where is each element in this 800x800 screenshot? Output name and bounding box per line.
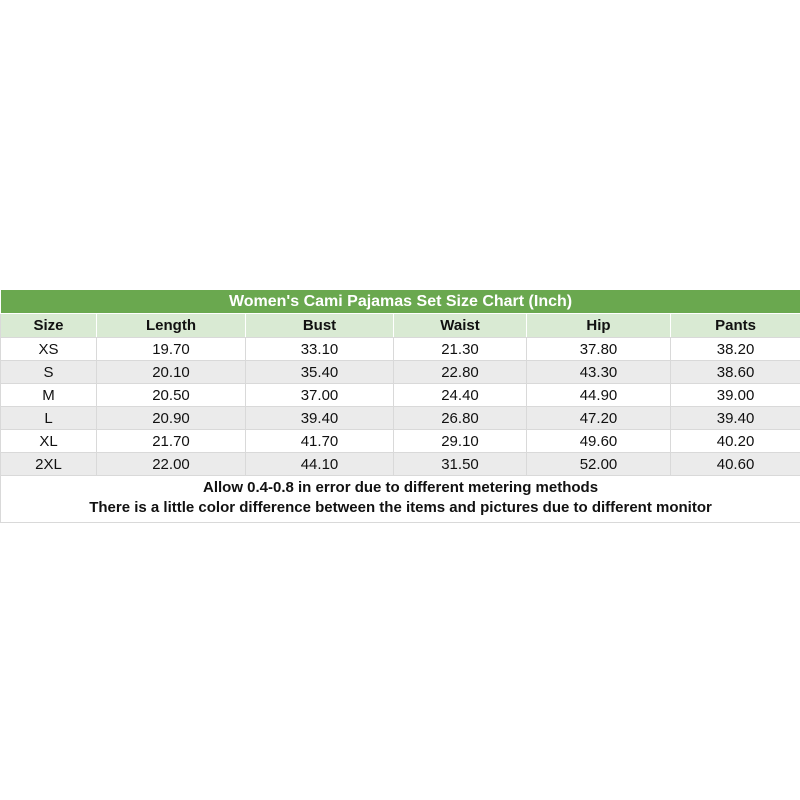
measurement-value: 26.80	[394, 407, 527, 430]
measurement-value: 29.10	[394, 430, 527, 453]
measurement-value: 39.00	[671, 384, 800, 407]
measurement-value: 38.60	[671, 361, 800, 384]
size-chart-table	[0, 290, 800, 523]
measurement-value: 24.40	[394, 384, 527, 407]
measurement-value: 33.10	[246, 338, 394, 361]
size-label: 2XL	[1, 453, 97, 476]
column-header-pants: Pants	[671, 314, 800, 338]
measurement-value: 38.20	[671, 338, 800, 361]
measurement-value: 31.50	[394, 453, 527, 476]
column-header-row	[1, 314, 800, 338]
measurement-value: 41.70	[246, 430, 394, 453]
measurement-value: 47.20	[527, 407, 671, 430]
measurement-value: 44.10	[246, 453, 394, 476]
measurement-value: 43.30	[527, 361, 671, 384]
table-row-s	[1, 361, 800, 384]
table-row-2xl	[1, 453, 800, 476]
measurement-value: 20.90	[97, 407, 246, 430]
table-title: Women's Cami Pajamas Set Size Chart (Inch)	[1, 290, 800, 314]
size-label: M	[1, 384, 97, 407]
measurement-value: 19.70	[97, 338, 246, 361]
title-row	[1, 290, 800, 314]
measurement-value: 21.70	[97, 430, 246, 453]
measurement-value: 40.60	[671, 453, 800, 476]
measurement-value: 20.50	[97, 384, 246, 407]
size-table-body	[1, 338, 800, 476]
note-line-tolerance: Allow 0.4-0.8 in error due to different metering methods	[202, 479, 599, 496]
measurement-value: 22.80	[394, 361, 527, 384]
measurement-value: 39.40	[671, 407, 800, 430]
size-label: XS	[1, 338, 97, 361]
column-header-hip: Hip	[527, 314, 671, 338]
column-header-waist: Waist	[394, 314, 527, 338]
size-label: L	[1, 407, 97, 430]
measurement-value: 52.00	[527, 453, 671, 476]
table-row-xs	[1, 338, 800, 361]
table-row-m	[1, 384, 800, 407]
measurement-value: 37.00	[246, 384, 394, 407]
note-line-color: There is a little color difference between the items and pictures due to different monitor	[89, 499, 712, 516]
measurement-value: 35.40	[246, 361, 394, 384]
measurement-value: 39.40	[246, 407, 394, 430]
notes-cell	[1, 476, 800, 523]
table-row-l	[1, 407, 800, 430]
measurement-value: 22.00	[97, 453, 246, 476]
measurement-value: 44.90	[527, 384, 671, 407]
measurement-value: 21.30	[394, 338, 527, 361]
size-label: XL	[1, 430, 97, 453]
measurement-value: 20.10	[97, 361, 246, 384]
column-header-bust: Bust	[246, 314, 394, 338]
column-header-length: Length	[97, 314, 246, 338]
measurement-value: 37.80	[527, 338, 671, 361]
table-row-xl	[1, 430, 800, 453]
column-header-size: Size	[1, 314, 97, 338]
measurement-value: 49.60	[527, 430, 671, 453]
measurement-value: 40.20	[671, 430, 800, 453]
size-label: S	[1, 361, 97, 384]
notes-row	[1, 476, 800, 523]
